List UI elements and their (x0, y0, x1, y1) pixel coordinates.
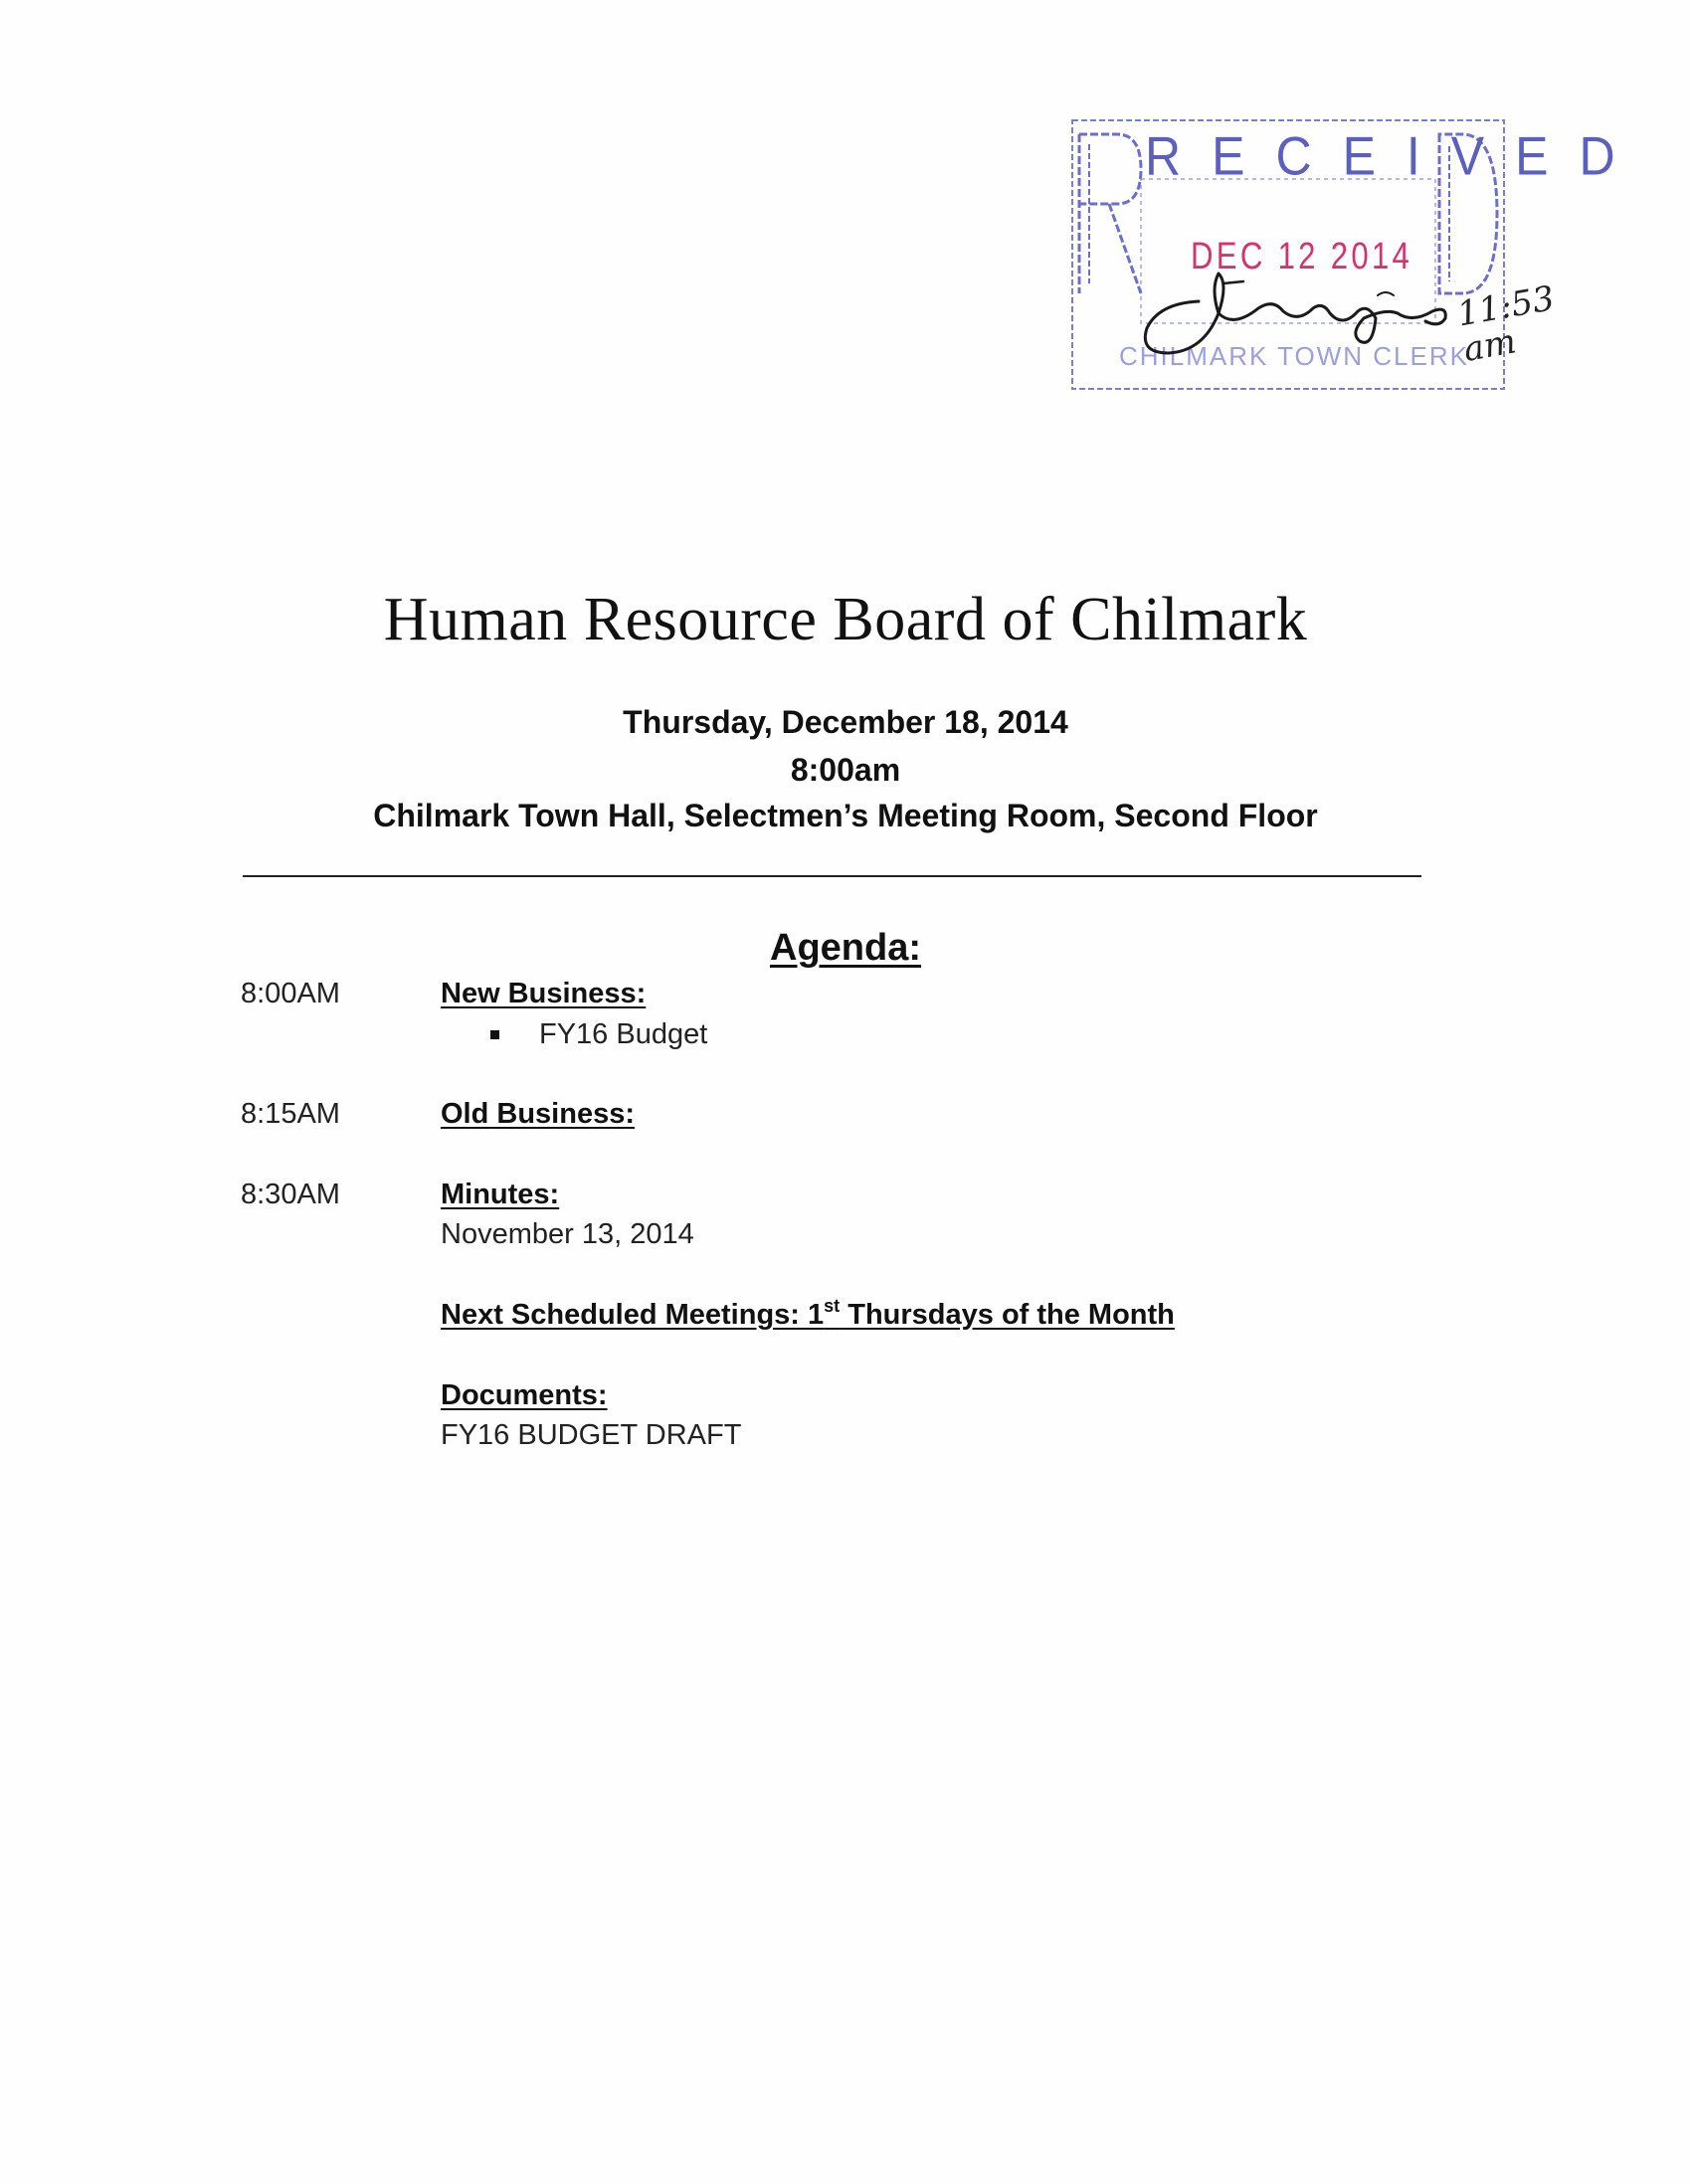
stamp-received-text: RECEIVED (1145, 125, 1646, 187)
received-stamp (1069, 114, 1646, 395)
documents-text: FY16 BUDGET DRAFT (441, 1419, 742, 1451)
agenda-heading: Agenda: (770, 927, 921, 969)
agenda-item-heading: New Business: (441, 978, 647, 1009)
agenda-item-heading: Old Business: (441, 1098, 635, 1130)
agenda-item-time: 8:00AM (241, 978, 340, 1009)
page-title: Human Resource Board of Chilmark (383, 586, 1308, 653)
next-meetings-heading: Next Scheduled Meetings: 1st Thursdays of the Month (441, 1296, 1175, 1331)
bullet-icon (490, 1030, 499, 1039)
documents-heading: Documents: (441, 1379, 608, 1411)
minutes-date: November 13, 2014 (441, 1218, 694, 1250)
meeting-date: Thursday, December 18, 2014 (623, 704, 1068, 740)
signature-scribble (1069, 114, 1646, 395)
agenda-item-time: 8:15AM (241, 1098, 340, 1130)
divider-line (243, 875, 1421, 877)
meeting-location: Chilmark Town Hall, Selectmen’s Meeting Room, Second Floor (373, 798, 1318, 833)
meeting-time: 8:00am (790, 752, 901, 788)
stamp-date: DEC 12 2014 (1191, 236, 1413, 277)
stamp-office: CHILMARK TOWN CLERK (1119, 341, 1469, 371)
agenda-item-heading: Minutes: (441, 1179, 560, 1210)
handwritten-time: 11:53 am (1454, 278, 1558, 370)
agenda-item-time: 8:30AM (241, 1179, 340, 1210)
agenda-bullet-item: FY16 Budget (539, 1018, 708, 1050)
